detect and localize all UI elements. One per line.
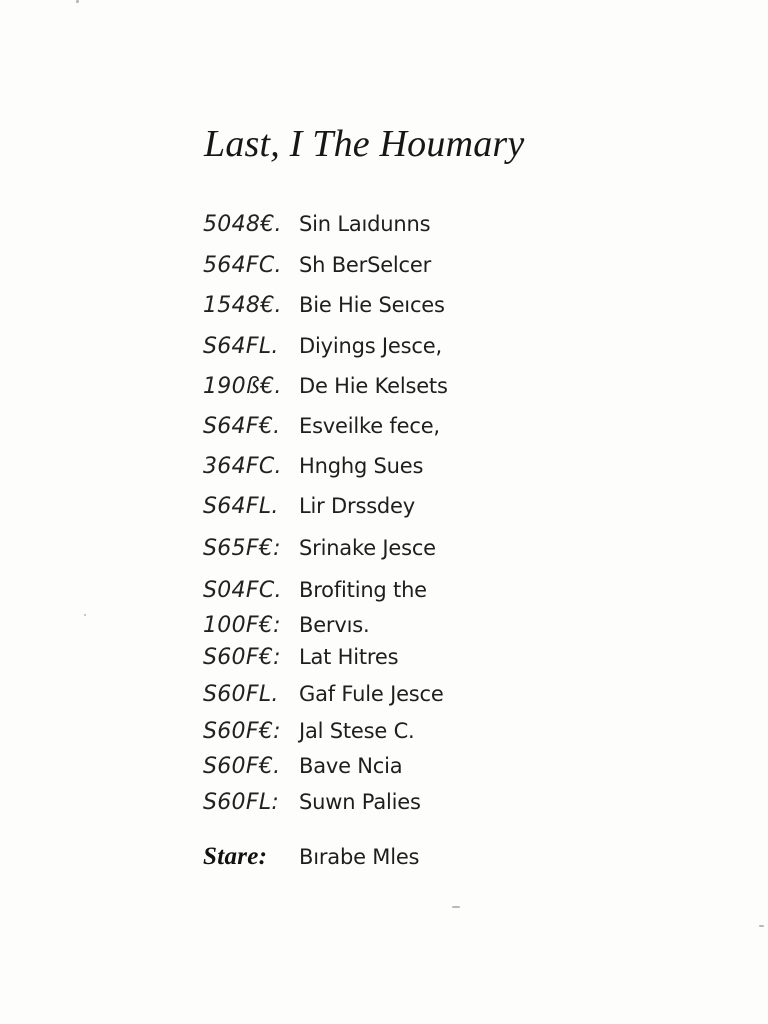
entry-label: Jal Stese C. <box>299 719 415 743</box>
entry-code: S60FL: <box>203 790 280 815</box>
entry-label: Lat Hitres <box>299 645 399 669</box>
entry-label: Bie Hie Seıces <box>299 293 445 317</box>
entry-label: Suwn Palies <box>299 790 421 814</box>
entry-code: 564FC. <box>203 253 282 278</box>
entry-label: Bervıs. <box>299 613 370 637</box>
list-item <box>203 613 369 643</box>
entry-code: 190ß€. <box>203 374 282 399</box>
entry-label: Sin Laıdunns <box>299 212 431 236</box>
entry-label: De Hie Kelsets <box>299 374 448 398</box>
entry-code: S04FC. <box>203 578 282 603</box>
entry-label: Srinake Jesce <box>299 536 436 560</box>
entry-label: Hnghg Sues <box>299 454 424 478</box>
total-row <box>203 843 419 873</box>
entry-code: 364FC. <box>203 454 282 479</box>
entry-code: S64F€. <box>203 414 281 439</box>
entry-label: Sh BerSelcer <box>299 253 432 277</box>
entry-label: Gaf Fule Jesce <box>299 682 444 706</box>
entry-code: S60F€: <box>203 645 281 670</box>
paper-speck <box>84 614 86 616</box>
entry-code: 1548€. <box>203 293 282 318</box>
list-item <box>203 754 402 784</box>
list-item <box>203 293 445 323</box>
list-item <box>203 578 427 608</box>
list-item <box>203 212 430 242</box>
list-item <box>203 454 423 484</box>
list-item <box>203 494 415 524</box>
list-item <box>203 414 440 444</box>
entry-code: 5048€. <box>203 212 282 237</box>
list-item <box>203 536 436 566</box>
list-item <box>203 253 431 283</box>
entry-code: S60FL. <box>203 682 279 707</box>
list-item <box>203 374 448 404</box>
paper-speck <box>76 0 79 3</box>
page-title: Last, I The Houmary <box>204 123 525 165</box>
entry-label: Diyings Jesce, <box>299 334 442 358</box>
entry-label: Brofiting the <box>299 578 427 602</box>
paper-speck <box>452 906 460 908</box>
entry-code: 100F€: <box>203 613 281 638</box>
entry-label: Bave Ncia <box>299 754 403 778</box>
list-item <box>203 719 415 749</box>
entry-code: S64FL. <box>203 334 279 359</box>
entry-code: S64FL. <box>203 494 279 519</box>
entry-list <box>203 0 603 1024</box>
list-item <box>203 790 421 820</box>
list-item <box>203 645 398 675</box>
entry-label: Esveilke fece, <box>299 414 440 438</box>
entry-code: S60F€. <box>203 754 281 779</box>
entry-label: Lir Drssdey <box>299 494 416 518</box>
list-item <box>203 682 444 712</box>
paper-speck <box>759 925 764 927</box>
list-item <box>203 334 442 364</box>
total-code: Stare: <box>203 843 268 870</box>
total-label: Bırabe Mles <box>299 845 420 869</box>
entry-code: S60F€: <box>203 719 281 744</box>
entry-code: S65F€: <box>203 536 281 561</box>
